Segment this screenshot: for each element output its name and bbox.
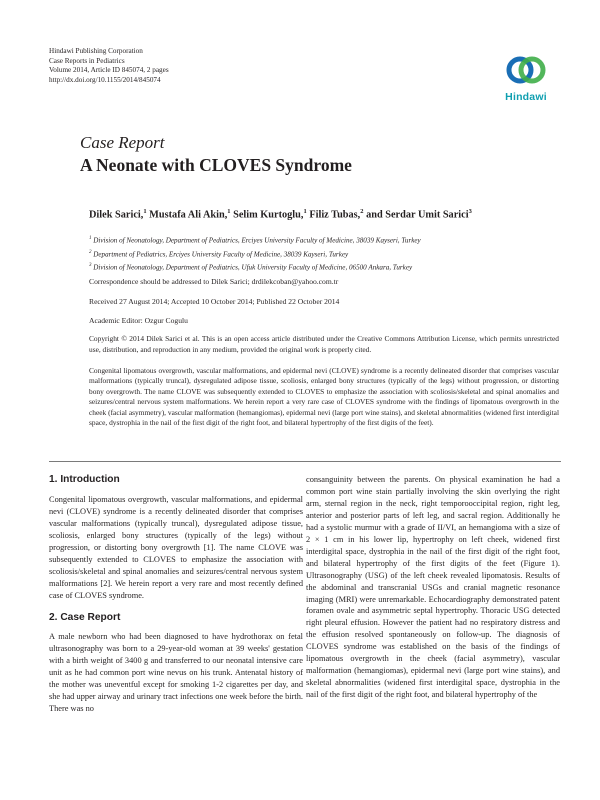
publisher-name: Hindawi Publishing Corporation: [49, 47, 143, 55]
author-affiliation-mark: 1: [227, 208, 231, 215]
affiliation: [89, 233, 421, 247]
publication-dates: Received 27 August 2014; Accepted 10 October 2014; Published 22 October 2014: [89, 297, 340, 306]
case-report-continued-paragraph: consanguinity between the parents. On physical examination he had a common port wine stain partially involving the skin overlying the right arm, sternal region in the neck, right temporooccipital region, right leg, anterior and posterior parts of left leg, and sacral region. Additionally he had a systolic murmur with a grade of II/VI, an hemangioma with a size of 2 × 1 cm in his lower lip, hypertrophy on left cheek, widened first interdigital space, dystrophia in the nail of the first digit of the right foot, and bilateral hypertrophy of the first digits of the feet (Figure 1). Ultrasonography (USG) of the left cheek revealed lipomatosis. Results of the abdominal and transcranial USGs and cranial magnetic resonance imaging (MRI) were unremarkable. Echocardiography demonstrated patent foramen ovale and asymmetric septal hypertrophy. Thoracic USG detected right pleural effusion. However the patient had no respiratory distress and the effusion resolved spontaneously on follow-up. The diagnosis of CLOVES syndrome was established on the basis of the findings of lipomatous overgrowth in the cheek (facial asymmetry), vascular malformation (hemangiomas), epidermal nevi (large port wine stains), and skeletal abnormalities (widened first interdigital space, dystrophia in the nail of the first digit of the right foot, and bilateral hypertrophy of the: [306, 475, 560, 700]
academic-editor: Academic Editor: Ozgur Cogulu: [89, 316, 188, 325]
article-title: A Neonate with CLOVES Syndrome: [80, 155, 352, 175]
affiliation-number: 3: [89, 263, 92, 269]
journal-header: [49, 47, 169, 85]
author-list: [89, 208, 472, 220]
section-divider: [49, 461, 561, 462]
abstract: Congenital lipomatous overgrowth, vascular malformations, and epidermal nevi (CLOVE) syndrome is a recently delineated disorder that comprises vascular malformations (typically truncal), dysregulated adipose tissue, scoliosis, enlarged bony structures (typically of the legs) without progression, or distorting bony overgrowth. The name CLOVE was subsequently extended to CLOVES to emphasize the association with scoliosis/skeletal and spinal anomalies and seizures/central nervous system malformations. We herein report a very rare case of CLOVES syndrome with the findings of lipomatous overgrowth in the cheek (facial asymmetry), vascular malformation (hemangiomas), epidermal nevi (large port wine stains), and skeletal abnormalities (widened first interdigital space, dystrophia in the nail of the first digit of the right foot, and bilateral hypertrophy of the first digits of the feet).: [89, 366, 559, 428]
affiliation-text: Division of Neonatology, Department of Pediatrics, Erciyes University Faculty of Medicine, 38039 Kayseri, Turkey: [93, 236, 421, 245]
affiliation: [89, 247, 421, 261]
correspondence-line: Correspondence should be addressed to Dilek Sarici; drdilekcoban@yahoo.com.tr: [89, 277, 339, 286]
author-affiliation-mark: 1: [303, 208, 307, 215]
author-name: Selim Kurtoglu,: [233, 209, 304, 221]
hindawi-logo-text: Hindawi: [505, 91, 547, 103]
affiliation-number: 2: [89, 249, 92, 255]
volume-line: Volume 2014, Article ID 845074, 2 pages: [49, 66, 169, 75]
case-report-paragraph: A male newborn who had been diagnosed to have hydrothorax on fetal ultrasonography was born to a 29-year-old woman at 39 weeks' gestation with a birth weight of 3400 g and transferred to our neonatal intensive care unit as he had common port wine nevus on his trunk. Antenatal history of the mother was uneventful except for smoking 1-2 cigarettes per day, and she had upper airway and urinary tract infections one week before the birth. There was no: [49, 632, 303, 714]
author-affiliation-mark: 3: [468, 208, 472, 215]
author-name: Filiz Tubas,: [309, 209, 361, 221]
author-name: Mustafa Ali Akin,: [149, 209, 228, 221]
affiliation-text: Division of Neonatology, Department of Pediatrics, Ufuk University Faculty of Medicine, 06500 Ankara, Turkey: [93, 263, 413, 272]
author-affiliation-mark: 2: [360, 208, 364, 215]
introduction-paragraph: Congenital lipomatous overgrowth, vascular malformations, and epidermal nevi (CLOVE) syndrome is a recently delineated disorder that comprises vascular malformations (typically truncal), dysregulated adipose tissue, scoliosis, enlarged bony structures (typically of the legs) without progression, or distorting bony overgrowth [1]. The name CLOVE was subsequently extended to CLOVES to emphasize the association with scoliosis/skeletal and spinal anomalies and seizures/central nervous system malformations [2]. We herein report a very rare and most recently defined case of CLOVES syndrome.: [49, 494, 303, 600]
article-type: Case Report: [80, 133, 165, 152]
author-name: Dilek Sarici,: [89, 209, 144, 221]
affiliation-number: 1: [89, 236, 92, 241]
left-column: [49, 474, 303, 725]
right-column: [306, 474, 560, 711]
copyright-notice: Copyright © 2014 Dilek Sarici et al. This is an open access article distributed under the Creative Commons Attribution License, which permits unrestricted use, distribution, and reproduction in any medium, provided the original work is properly cited.: [89, 334, 559, 354]
affiliation-list: [89, 233, 421, 274]
journal-name: Case Reports in Pediatrics: [49, 56, 125, 65]
affiliation-text: Department of Pediatrics, Erciyes University Faculty of Medicine, 38039 Kayseri, Turkey: [93, 249, 349, 258]
author-name: and Serdar Umit Sarici: [366, 209, 469, 221]
author-affiliation-mark: 1: [143, 208, 147, 215]
affiliation: [89, 260, 421, 274]
introduction-heading: 1. Introduction: [49, 474, 120, 485]
doi-link[interactable]: http://dx.doi.org/10.1155/2014/845074: [49, 75, 161, 84]
case-report-heading: 2. Case Report: [49, 611, 121, 623]
